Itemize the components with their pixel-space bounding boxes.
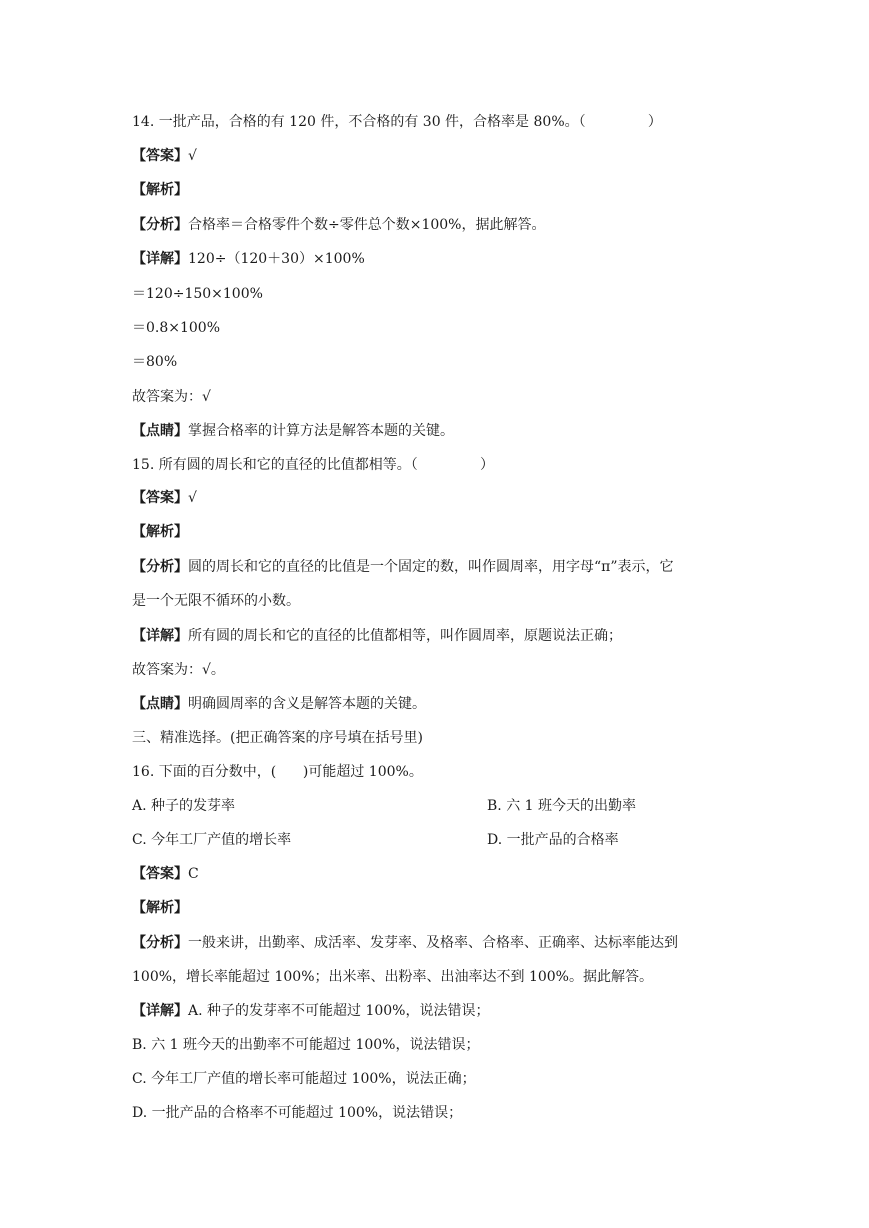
fenxi-text: 合格率＝合格零件个数÷零件总个数×100%，据此解答。 xyxy=(188,217,546,233)
fenxi-tag: 【分析】 xyxy=(132,935,188,951)
section3-title: 三、精准选择。(把正确答案的序号填在括号里) xyxy=(132,730,423,746)
dianjing-text: 明确圆周率的含义是解答本题的关键。 xyxy=(188,696,426,712)
q15-dianjing xyxy=(132,694,426,714)
answer-tag: 【答案】 xyxy=(132,148,188,164)
q16-option-d: D. 一批产品的合格率 xyxy=(487,832,619,848)
q16-fenxi-line1 xyxy=(132,933,678,953)
q14-step2: ＝0.8×100% xyxy=(132,320,221,336)
q14-step3: ＝80% xyxy=(132,354,178,370)
q16-option-a: A. 种子的发芽率 xyxy=(132,798,236,814)
dianjing-text: 掌握合格率的计算方法是解答本题的关键。 xyxy=(188,423,454,439)
answer-value: √ xyxy=(188,148,197,164)
q14-answer xyxy=(132,146,197,166)
answer-value: √ xyxy=(188,490,197,506)
answer-tag: 【答案】 xyxy=(132,866,188,882)
xiangjie-text: A. 种子的发芽率不可能超过 100%，说法错误； xyxy=(188,1003,490,1019)
q16-option-c: C. 今年工厂产值的增长率 xyxy=(132,832,292,848)
q16-xiangjie-d: D. 一批产品的合格率不可能超过 100%，说法错误； xyxy=(132,1105,463,1121)
q16-option-b: B. 六 1 班今天的出勤率 xyxy=(487,798,636,814)
fenxi-tag: 【分析】 xyxy=(132,217,188,233)
q15-conclusion: 故答案为：√。 xyxy=(132,662,225,678)
xiangjie-text: 120÷（120＋30）×100% xyxy=(188,251,365,267)
q14-analysis-tag: 【解析】 xyxy=(132,182,188,198)
q14-xiangjie xyxy=(132,249,365,269)
fenxi-text: 圆的周长和它的直径的比值是一个固定的数，叫作圆周率，用字母“π”表示，它 xyxy=(188,559,674,575)
q16-xiangjie-a xyxy=(132,1001,489,1021)
dianjing-tag: 【点睛】 xyxy=(132,696,188,712)
q16-xiangjie-b: B. 六 1 班今天的出勤率不可能超过 100%，说法错误； xyxy=(132,1037,480,1053)
q15-analysis-tag: 【解析】 xyxy=(132,524,188,540)
q14-conclusion: 故答案为：√ xyxy=(132,389,211,405)
q15-question: 15. 所有圆的周长和它的直径的比值都相等。（ ） xyxy=(132,457,495,473)
q14-dianjing xyxy=(132,421,454,441)
xiangjie-text: 所有圆的周长和它的直径的比值都相等，叫作圆周率，原题说法正确； xyxy=(188,628,622,644)
dianjing-tag: 【点睛】 xyxy=(132,423,188,439)
xiangjie-tag: 【详解】 xyxy=(132,1003,188,1019)
q15-fenxi-line2: 是一个无限不循环的小数。 xyxy=(132,593,300,609)
q15-fenxi-line1 xyxy=(132,557,674,577)
fenxi-text: 一般来讲，出勤率、成活率、发芽率、及格率、合格率、正确率、达标率能达到 xyxy=(188,935,678,951)
q16-xiangjie-c: C. 今年工厂产值的增长率可能超过 100%，说法正确； xyxy=(132,1071,476,1087)
q16-answer xyxy=(132,864,199,884)
answer-tag: 【答案】 xyxy=(132,490,188,506)
xiangjie-tag: 【详解】 xyxy=(132,251,188,267)
q15-xiangjie xyxy=(132,626,622,646)
q14-step1: ＝120÷150×100% xyxy=(132,286,263,302)
q14-fenxi xyxy=(132,215,545,235)
q16-analysis-tag: 【解析】 xyxy=(132,900,188,916)
q15-answer xyxy=(132,488,197,508)
fenxi-tag: 【分析】 xyxy=(132,559,188,575)
answer-value: C xyxy=(188,866,199,882)
q16-fenxi-line2: 100%，增长率能超过 100%；出米率、出粉率、出油率达不到 100%。据此解答。 xyxy=(132,969,653,985)
xiangjie-tag: 【详解】 xyxy=(132,628,188,644)
q16-question: 16. 下面的百分数中，( )可能超过 100%。 xyxy=(132,764,423,780)
q14-question: 14. 一批产品，合格的有 120 件，不合格的有 30 件，合格率是 80%。（ ） xyxy=(132,114,662,130)
